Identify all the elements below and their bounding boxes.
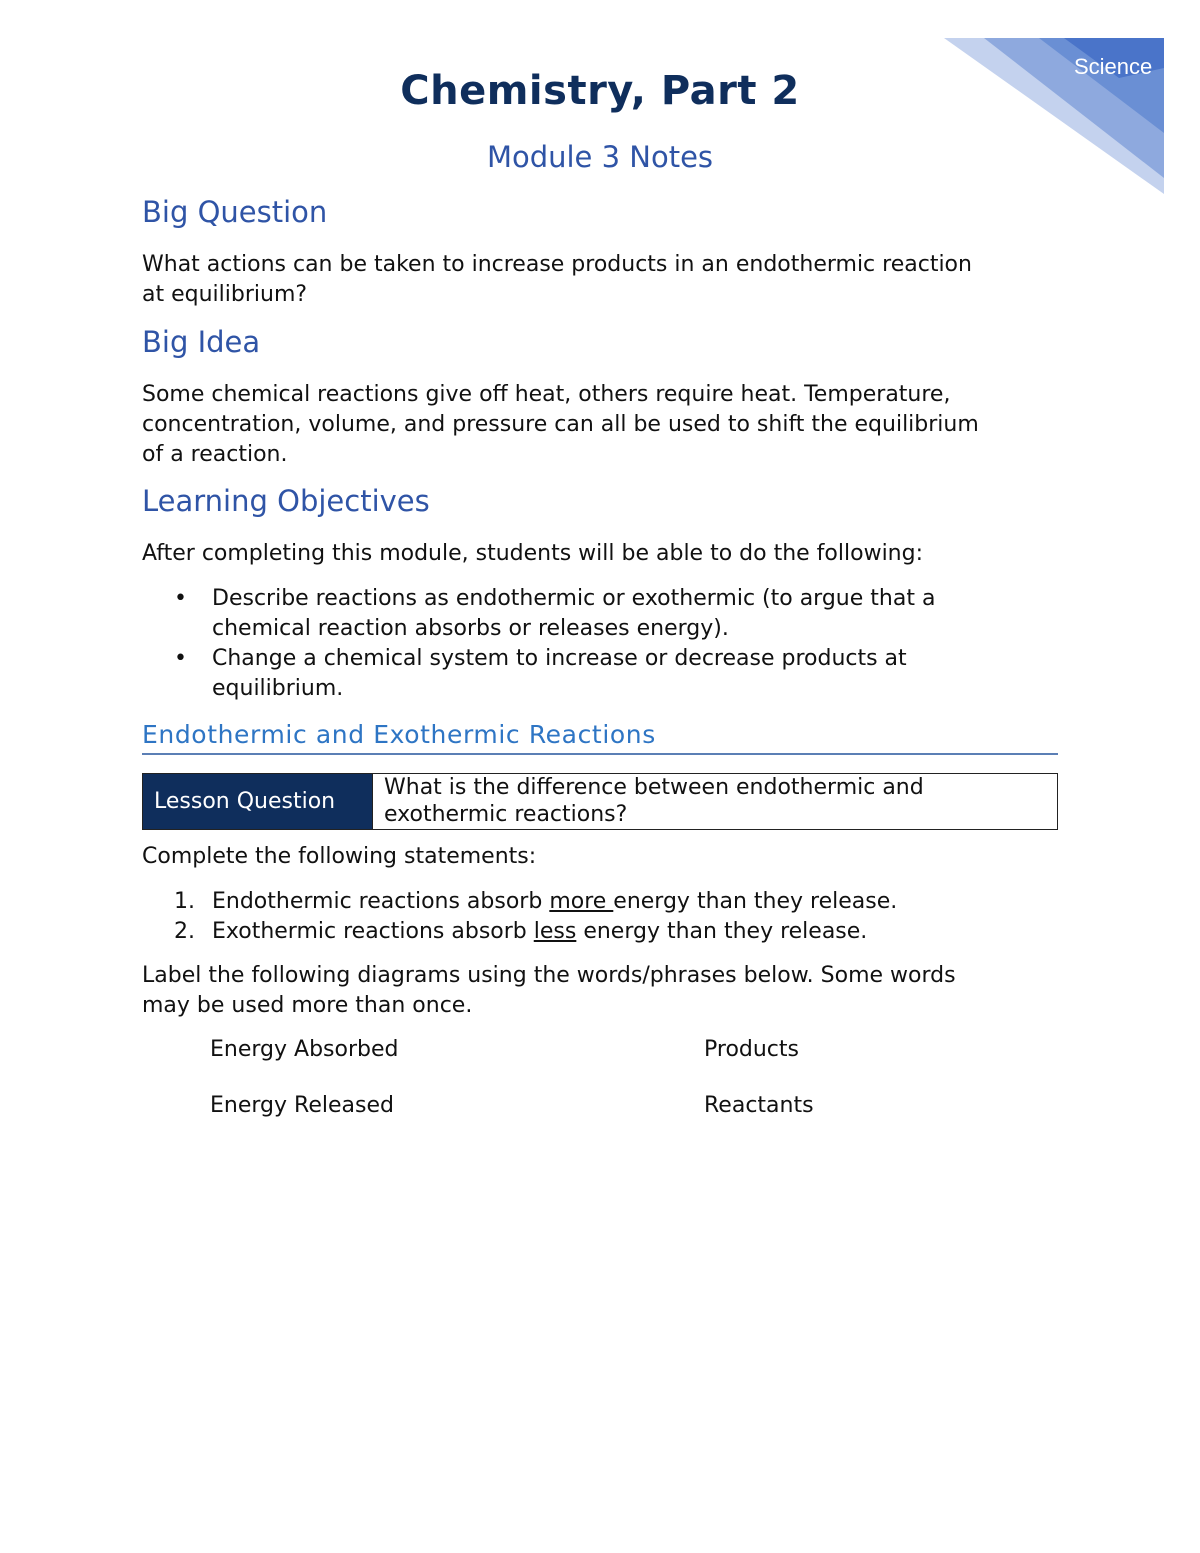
statement-text: Endothermic reactions absorb [212, 889, 550, 914]
list-item [142, 644, 1062, 704]
lesson-question-label: Lesson Question [143, 774, 372, 829]
bullet-icon: • [174, 586, 187, 611]
label-instructions-line: may be used more than once. [142, 993, 473, 1018]
statement-answer: less [533, 919, 577, 944]
statement-text: energy than they release. [576, 919, 868, 944]
big-idea-line: Some chemical reactions give off heat, others require heat. Temperature, [142, 382, 951, 407]
statements-list [142, 887, 1062, 947]
big-idea-line: concentration, volume, and pressure can all be used to shift the equilibrium [142, 412, 979, 437]
label-instructions [142, 961, 1062, 1021]
big-question-heading: Big Question [142, 195, 328, 229]
list-item [142, 917, 1062, 947]
objective-line: Describe reactions as endothermic or exothermic (to argue that a [212, 586, 936, 611]
objectives-intro: After completing this module, students will be able to do the following: [142, 541, 923, 566]
word-bank-item: Reactants [704, 1093, 814, 1118]
bullet-icon: • [174, 646, 187, 671]
lesson-question-line: exothermic reactions? [384, 802, 628, 827]
list-item [142, 887, 1062, 917]
document-title: Chemistry, Part 2 [400, 68, 800, 114]
section-heading: Endothermic and Exothermic Reactions [142, 720, 1058, 755]
science-label: Science [1074, 54, 1153, 79]
big-question-line: What actions can be taken to increase products in an endothermic reaction [142, 252, 972, 277]
complete-intro: Complete the following statements: [142, 844, 537, 869]
objective-line: equilibrium. [212, 676, 344, 701]
big-idea-heading: Big Idea [142, 325, 261, 359]
label-instructions-line: Label the following diagrams using the words/phrases below. Some words [142, 963, 956, 988]
lesson-question-text [372, 774, 1057, 829]
objectives-list [142, 584, 1062, 704]
statement-text: energy than they release. [613, 889, 898, 914]
objective-line: Change a chemical system to increase or decrease products at [212, 646, 907, 671]
list-number: 2. [174, 919, 195, 944]
big-question-text [142, 250, 1062, 310]
document-subtitle: Module 3 Notes [486, 140, 714, 174]
big-idea-line: of a reaction. [142, 442, 288, 467]
lesson-question-table [142, 773, 1058, 830]
statement-answer: more [549, 889, 614, 914]
learning-objectives-heading: Learning Objectives [142, 484, 430, 518]
word-bank-item: Energy Released [210, 1093, 394, 1118]
word-bank-item: Energy Absorbed [210, 1037, 399, 1062]
list-item [142, 584, 1062, 644]
objective-line: chemical reaction absorbs or releases energy). [212, 616, 729, 641]
word-bank-item: Products [704, 1037, 799, 1062]
lesson-question-line: What is the difference between endothermic and [384, 775, 924, 800]
big-idea-text [142, 380, 1062, 470]
statement-text: Exothermic reactions absorb [212, 919, 534, 944]
list-number: 1. [174, 889, 195, 914]
big-question-line: at equilibrium? [142, 282, 308, 307]
